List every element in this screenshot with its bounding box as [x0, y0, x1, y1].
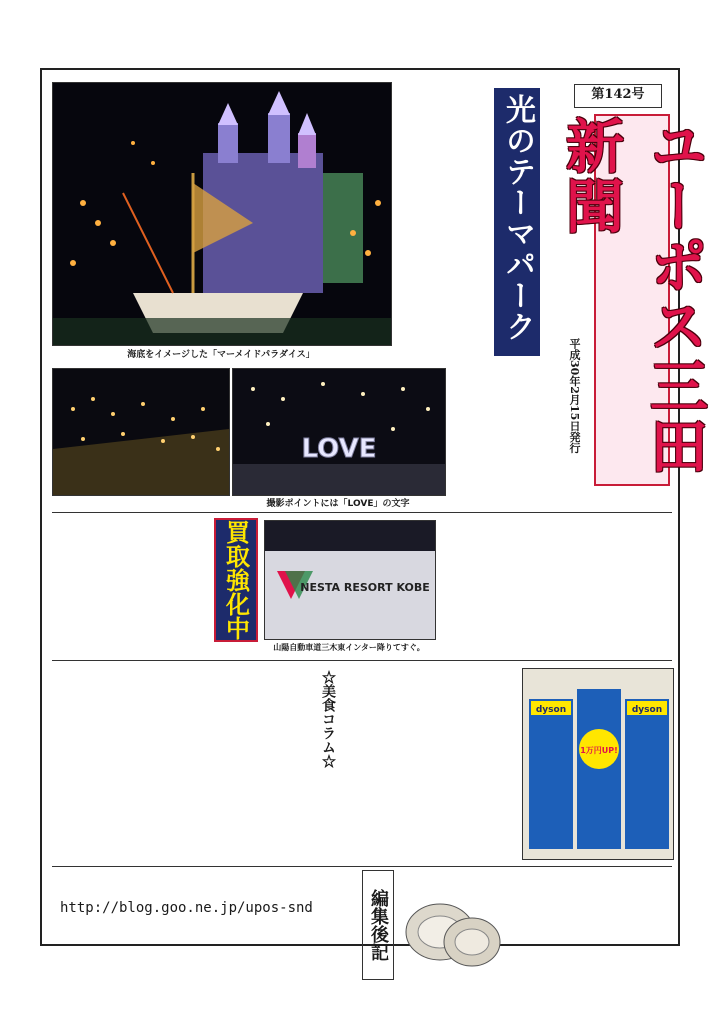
poster-price-label: 1万円UP! [580, 746, 618, 755]
nesta-photo-caption: 山陽自動車道三木東インター降りてすぐ。 [273, 643, 425, 652]
dyson-poster-drawing [523, 669, 673, 859]
nesta-resort-drawing [265, 521, 435, 639]
tree-lights-drawing [53, 369, 229, 495]
dyson-left-label: dyson [535, 705, 567, 715]
section-divider-upper [52, 512, 672, 513]
issue-date: 平成30年2月15日発行 [568, 338, 581, 454]
column-text-lower [512, 868, 672, 1008]
oyster-drawing [400, 892, 504, 972]
nesta-sign-text: NESTA RESORT KOBE [300, 581, 430, 594]
love-sign-drawing [233, 369, 445, 495]
section-divider-middle [52, 660, 672, 661]
oyster-illustration [400, 892, 504, 972]
love-sign-text: LOVE [301, 434, 377, 464]
feature-article-text-lower [440, 518, 672, 654]
editor-notes-title: 編集後記 [362, 870, 394, 980]
food-column-title: ☆美食コラム☆ [320, 670, 336, 768]
dyson-poster-photo [522, 668, 674, 860]
illumination-drawing [53, 83, 391, 345]
masthead: ユーポス三田新聞 [594, 114, 670, 486]
love-sign-photo [232, 368, 446, 496]
dyson-right-label: dyson [631, 705, 663, 715]
blog-url[interactable]: http://blog.goo.ne.jp/upos-snd [60, 900, 313, 916]
feature-title: 光のテーマパーク [494, 88, 540, 356]
tree-lights-photo [52, 368, 230, 496]
kaitori-article-text-3 [338, 666, 518, 860]
top-photo-caption: 海底をイメージした「マーメイドパラダイス」 [127, 350, 315, 360]
feature-article-text-upper [394, 82, 486, 352]
kaitori-title: 買取強化中 [214, 518, 258, 642]
mermaid-paradise-photo [52, 82, 392, 346]
feature-article-text-middle [446, 360, 558, 498]
issue-number: 第142号 [574, 84, 662, 108]
section-divider-lower [52, 866, 672, 867]
newsletter-page [40, 68, 708, 961]
kaitori-article-text [52, 518, 168, 638]
bottom-photo-caption: 撮影ポイントには「LOVE」の文字 [266, 499, 410, 509]
food-column-text [52, 666, 322, 862]
nesta-resort-photo [264, 520, 436, 640]
kaitori-article-text-2 [170, 518, 210, 638]
